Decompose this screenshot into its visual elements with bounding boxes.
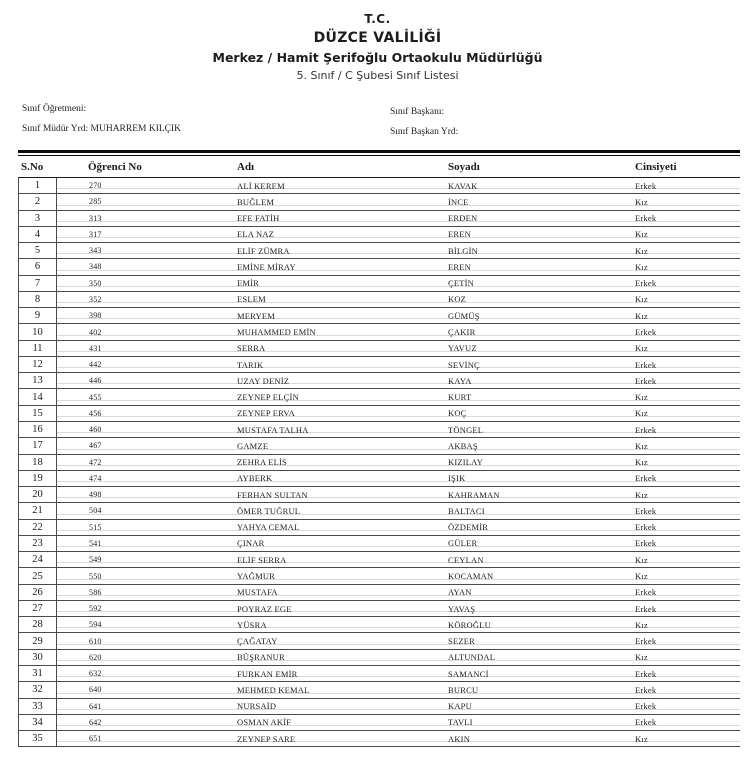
table-row [18, 650, 740, 666]
vice-principal-field: Sınıf Müdür Yrd: MUHARREM KILÇIK [22, 124, 182, 134]
cell-gender: Kız [635, 229, 648, 240]
cell-gender: Erkek [635, 505, 657, 516]
cell-student-no: 460 [89, 425, 102, 435]
cell-student-no: 504 [89, 506, 102, 516]
cell-sno: 13 [18, 373, 57, 388]
table-row [18, 341, 740, 357]
cell-last-name: GÜLER [448, 538, 478, 549]
cell-student-no: 549 [89, 555, 102, 565]
governorship-title: DÜZCE VALİLİĞİ [313, 30, 442, 46]
cell-student-no: 431 [89, 343, 102, 353]
class-president-field: Sınıf Başkanı: [390, 107, 445, 117]
cell-sno: 24 [18, 552, 57, 567]
col-header-gender: Cinsiyeti [635, 160, 677, 173]
cell-first-name: MERYEM [237, 310, 276, 321]
cell-gender: Erkek [635, 636, 657, 647]
cell-first-name: ZEYNEP SARE [237, 733, 296, 744]
cell-gender: Erkek [635, 473, 657, 484]
class-teacher-field: Sınıf Öğretmeni: [22, 104, 87, 114]
cell-last-name: EREN [448, 261, 471, 272]
cell-gender: Erkek [635, 587, 657, 598]
cell-sno: 25 [18, 568, 57, 583]
cell-gender: Kız [635, 733, 648, 744]
cell-last-name: ERDEN [448, 213, 478, 224]
cell-gender: Erkek [635, 701, 657, 712]
table-row [18, 194, 740, 210]
cell-last-name: ALTUNDAL [448, 652, 496, 663]
cell-student-no: 472 [89, 457, 102, 467]
cell-first-name: FERHAN SULTAN [237, 489, 308, 500]
cell-sno: 12 [18, 357, 57, 372]
cell-sno: 3 [18, 211, 57, 226]
cell-sno: 7 [18, 276, 57, 291]
cell-student-no: 586 [89, 587, 102, 597]
cell-sno: 2 [18, 194, 57, 209]
table-row [18, 406, 740, 422]
cell-last-name: KAHRAMAN [448, 489, 500, 500]
student-table-body [0, 178, 755, 747]
cell-first-name: ZEYNEP ELÇİN [237, 392, 299, 403]
cell-last-name: KOZ [448, 294, 467, 305]
table-row [18, 731, 740, 747]
col-header-first-name: Adı [237, 160, 255, 173]
cell-last-name: KURT [448, 392, 472, 403]
col-header-sno: S.No [21, 160, 44, 173]
cell-first-name: OSMAN AKİF [237, 717, 292, 728]
cell-gender: Kız [635, 343, 648, 354]
cell-sno: 14 [18, 389, 57, 404]
cell-student-no: 640 [89, 685, 102, 695]
cell-last-name: AKIN [448, 733, 471, 744]
cell-student-no: 641 [89, 701, 102, 711]
cell-gender: Kız [635, 392, 648, 403]
cell-student-no: 398 [89, 311, 102, 321]
cell-student-no: 550 [89, 571, 102, 581]
table-row [18, 471, 740, 487]
cell-gender: Kız [635, 294, 648, 305]
cell-sno: 4 [18, 227, 57, 242]
table-row [18, 552, 740, 568]
cell-last-name: GÜMÜŞ [448, 310, 480, 321]
cell-last-name: BURCU [448, 684, 479, 695]
cell-last-name: KOÇ [448, 408, 467, 419]
cell-sno: 1 [18, 178, 57, 193]
cell-sno: 15 [18, 406, 57, 421]
cell-gender: Erkek [635, 522, 657, 533]
cell-first-name: ZEHRA ELİS [237, 457, 287, 468]
cell-first-name: ÖMER TUĞRUL [237, 505, 301, 516]
cell-student-no: 642 [89, 717, 102, 727]
school-title: Merkez / Hamit Şerifoğlu Ortaokulu Müdürlüğü [212, 50, 543, 65]
cell-first-name: GAMZE [237, 440, 269, 451]
col-header-student-no: Öğrenci No [88, 160, 142, 173]
cell-last-name: KAPU [448, 701, 472, 712]
cell-last-name: KAYA [448, 375, 472, 386]
cell-gender: Kız [635, 440, 648, 451]
cell-first-name: AYBERK [237, 473, 273, 484]
cell-first-name: FURKAN EMİR [237, 668, 298, 679]
cell-last-name: KAVAK [448, 180, 478, 191]
cell-gender: Kız [635, 261, 648, 272]
cell-gender: Kız [635, 554, 648, 565]
col-header-last-name: Soyadı [448, 160, 480, 173]
cell-first-name: ELİF SERRA [237, 554, 287, 565]
cell-sno: 28 [18, 617, 57, 632]
cell-first-name: EMİR [237, 278, 260, 289]
cell-gender: Erkek [635, 668, 657, 679]
cell-first-name: YAHYA CEMAL [237, 522, 300, 533]
cell-gender: Erkek [635, 180, 657, 191]
cell-student-no: 515 [89, 522, 102, 532]
cell-gender: Kız [635, 310, 648, 321]
table-row [18, 666, 740, 682]
cell-student-no: 446 [89, 376, 102, 386]
table-row [18, 422, 740, 438]
cell-student-no: 350 [89, 278, 102, 288]
cell-last-name: EREN [448, 229, 471, 240]
cell-gender: Erkek [635, 213, 657, 224]
cell-first-name: ELA NAZ [237, 229, 275, 240]
cell-student-no: 620 [89, 652, 102, 662]
cell-last-name: ÖZDEMİR [448, 522, 489, 533]
table-row [18, 308, 740, 324]
cell-last-name: SEVİNÇ [448, 359, 480, 370]
table-row [18, 276, 740, 292]
cell-last-name: AYAN [448, 587, 472, 598]
cell-last-name: İNCE [448, 196, 469, 207]
table-row [18, 601, 740, 617]
cell-student-no: 632 [89, 669, 102, 679]
cell-gender: Kız [635, 408, 648, 419]
cell-last-name: AKBAŞ [448, 440, 478, 451]
cell-sno: 8 [18, 292, 57, 307]
cell-student-no: 442 [89, 360, 102, 370]
cell-sno: 17 [18, 438, 57, 453]
cell-gender: Kız [635, 619, 648, 630]
cell-sno: 21 [18, 503, 57, 518]
cell-student-no: 456 [89, 408, 102, 418]
cell-first-name: MUSTAFA TALHA [237, 424, 309, 435]
table-row [18, 682, 740, 698]
cell-sno: 18 [18, 455, 57, 470]
table-row [18, 715, 740, 731]
table-row [18, 324, 740, 340]
cell-sno: 26 [18, 585, 57, 600]
cell-last-name: BALTACI [448, 505, 485, 516]
cell-student-no: 317 [89, 229, 102, 239]
table-header-row [18, 156, 740, 178]
table-row [18, 503, 740, 519]
cell-last-name: CEYLAN [448, 554, 484, 565]
cell-first-name: EMİNE MİRAY [237, 261, 296, 272]
cell-student-no: 592 [89, 604, 102, 614]
cell-student-no: 313 [89, 213, 102, 223]
cell-gender: Erkek [635, 327, 657, 338]
cell-last-name: TAVLI [448, 717, 473, 728]
cell-sno: 16 [18, 422, 57, 437]
cell-first-name: ÇINAR [237, 538, 265, 549]
table-row [18, 178, 740, 194]
cell-gender: Erkek [635, 538, 657, 549]
cell-first-name: NURSAİD [237, 701, 277, 712]
cell-last-name: YAVAŞ [448, 603, 476, 614]
cell-gender: Kız [635, 245, 648, 256]
cell-first-name: YAĞMUR [237, 571, 276, 581]
cell-last-name: YAVUZ [448, 343, 477, 354]
cell-last-name: KOCAMAN [448, 571, 494, 581]
table-row [18, 617, 740, 633]
cell-first-name: ALİ KEREM [237, 180, 285, 191]
cell-gender: Kız [635, 652, 648, 663]
class-vice-president-field: Sınıf Başkan Yrd: [390, 127, 459, 137]
table-row [18, 357, 740, 373]
cell-last-name: KIZILAY [448, 457, 484, 468]
list-subtitle: 5. Sınıf / C Şubesi Sınıf Listesi [296, 69, 459, 82]
cell-last-name: ÇETİN [448, 278, 475, 289]
cell-first-name: EFE FATİH [237, 213, 280, 224]
table-row [18, 487, 740, 503]
cell-student-no: 343 [89, 246, 102, 256]
cell-sno: 10 [18, 324, 57, 339]
cell-last-name: ÇAKIR [448, 327, 476, 338]
cell-gender: Erkek [635, 603, 657, 614]
cell-first-name: ELİF ZÜMRA [237, 245, 290, 256]
cell-sno: 22 [18, 520, 57, 535]
cell-first-name: BUĞLEM [237, 196, 275, 207]
cell-last-name: TÖNGEL [448, 424, 484, 435]
table-row [18, 243, 740, 259]
cell-student-no: 498 [89, 490, 102, 500]
cell-last-name: KÖROĞLU [448, 619, 491, 630]
cell-first-name: SERRA [237, 343, 266, 354]
cell-sno: 35 [18, 731, 57, 746]
fields-section [0, 102, 755, 142]
cell-sno: 23 [18, 536, 57, 551]
table-row [18, 292, 740, 308]
cell-last-name: SEZER [448, 636, 475, 647]
cell-sno: 34 [18, 715, 57, 730]
table-row [18, 520, 740, 536]
table-row [18, 633, 740, 649]
cell-sno: 19 [18, 471, 57, 486]
cell-gender: Erkek [635, 375, 657, 386]
cell-first-name: MUHAMMED EMİN [237, 327, 316, 338]
cell-first-name: UZAY DENİZ [237, 375, 290, 386]
cell-first-name: ESLEM [237, 294, 266, 305]
cell-sno: 9 [18, 308, 57, 323]
cell-student-no: 651 [89, 734, 102, 744]
cell-gender: Kız [635, 457, 648, 468]
document-header [0, 0, 755, 82]
cell-student-no: 348 [89, 262, 102, 272]
cell-gender: Kız [635, 196, 648, 207]
cell-sno: 27 [18, 601, 57, 616]
cell-first-name: POYRAZ EGE [237, 603, 292, 614]
table-row [18, 438, 740, 454]
cell-gender: Erkek [635, 684, 657, 695]
cell-student-no: 455 [89, 392, 102, 402]
cell-first-name: BÜŞRANUR [237, 652, 285, 663]
table-row [18, 536, 740, 552]
republic-title: T.C. [364, 12, 391, 26]
cell-student-no: 594 [89, 620, 102, 630]
cell-sno: 31 [18, 666, 57, 681]
table-row [18, 211, 740, 227]
cell-gender: Erkek [635, 359, 657, 370]
table-row [18, 455, 740, 471]
cell-gender: Erkek [635, 717, 657, 728]
table-row [18, 227, 740, 243]
table-row [18, 389, 740, 405]
table-row [18, 568, 740, 584]
cell-student-no: 474 [89, 473, 102, 483]
cell-sno: 6 [18, 259, 57, 274]
cell-student-no: 352 [89, 294, 102, 304]
cell-gender: Erkek [635, 424, 657, 435]
cell-first-name: ÇAĞATAY [237, 636, 278, 647]
cell-first-name: YÜSRA [237, 619, 267, 630]
cell-sno: 33 [18, 699, 57, 714]
table-row [18, 259, 740, 275]
cell-student-no: 467 [89, 441, 102, 451]
cell-last-name: SAMANCİ [448, 668, 489, 679]
table-row [18, 373, 740, 389]
cell-last-name: IŞIK [448, 473, 466, 484]
cell-student-no: 270 [89, 181, 102, 191]
cell-student-no: 610 [89, 636, 102, 646]
cell-sno: 29 [18, 633, 57, 648]
cell-student-no: 285 [89, 197, 102, 207]
cell-first-name: MUSTAFA [237, 587, 278, 598]
cell-gender: Kız [635, 489, 648, 500]
cell-sno: 11 [18, 341, 57, 356]
cell-gender: Erkek [635, 278, 657, 289]
cell-first-name: TARIK [237, 359, 264, 370]
cell-gender: Kız [635, 571, 648, 581]
table-row [18, 699, 740, 715]
cell-sno: 32 [18, 682, 57, 697]
cell-student-no: 402 [89, 327, 102, 337]
table-row [18, 585, 740, 601]
cell-first-name: ZEYNEP ERVA [237, 408, 295, 419]
cell-sno: 20 [18, 487, 57, 502]
cell-first-name: MEHMED KEMAL [237, 684, 310, 695]
cell-student-no: 541 [89, 538, 102, 548]
cell-last-name: BİLGİN [448, 245, 478, 256]
cell-sno: 5 [18, 243, 57, 258]
cell-sno: 30 [18, 650, 57, 665]
